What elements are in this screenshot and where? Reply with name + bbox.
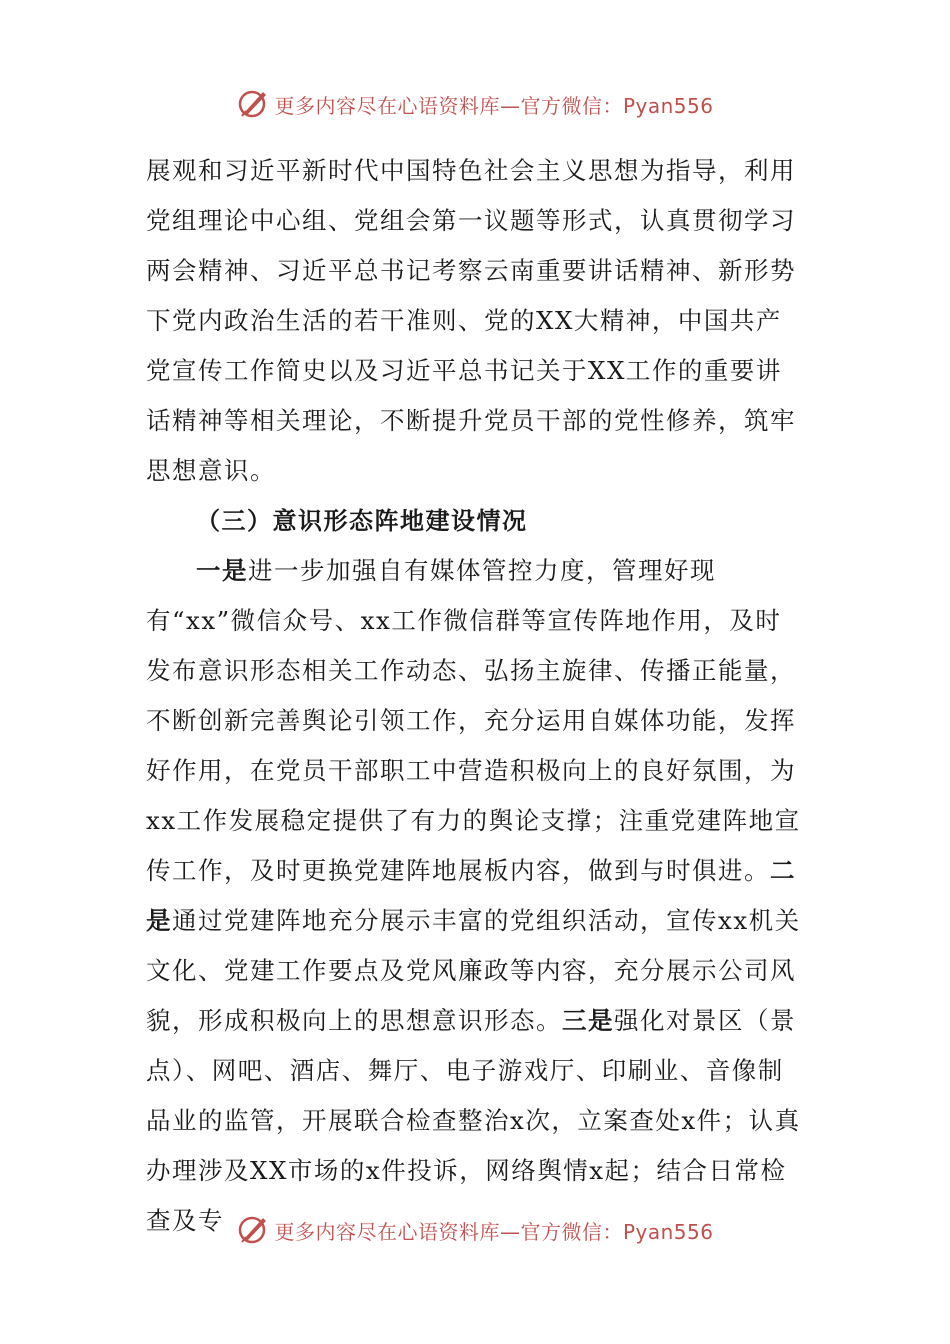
watermark-banner-bottom — [0, 1210, 950, 1250]
text-3: 强化对景区（景点）、网吧、酒店、舞厅、电子游戏厅、印刷业、音像制品业的监管，开展联合检查整治x次，立案查处x件；认真办理涉及XX市场的x件投诉，网络舆情x起；结合日常检查及专 — [146, 1006, 801, 1235]
quill-logo-icon — [236, 1213, 270, 1247]
watermark-banner-top — [0, 84, 950, 124]
document-body — [146, 146, 806, 1246]
text-2: 通过党建阵地充分展示丰富的党组织活动，宣传xx机关文化、党建工作要点及党风廉政等内容，充分展示公司风貌，形成积极向上的思想意识形态。 — [146, 906, 801, 1035]
paragraph-1: 展观和习近平新时代中国特色社会主义思想为指导，利用党组理论中心组、党组会第一议题等形式，认真贯彻学习两会精神、习近平总书记考察云南重要讲话精神、新形势下党内政治生活的若干准则、党的XX大精神，中国共产党宣传工作简史以及习近平总书记关于XX工作的重要讲话精神等相关理论，不断提升党员干部的党性修养，筑牢思想意识。 — [146, 156, 796, 485]
quill-logo-icon — [236, 87, 270, 121]
paragraph-2 — [146, 546, 806, 1246]
section-heading: （三）意识形态阵地建设情况 — [196, 507, 528, 535]
banner-text: 更多内容尽在心语资料库—官方微信：Pyan556 — [274, 93, 714, 118]
lead-1: 一是 — [196, 556, 248, 585]
banner-text: 更多内容尽在心语资料库—官方微信：Pyan556 — [274, 1219, 714, 1244]
lead-2: 二是 — [146, 856, 796, 935]
text-1: 进一步加强自有媒体管控力度，管理好现有“xx”微信众号、xx工作微信群等宣传阵地作用，及时发布意识形态相关工作动态、弘扬主旋律、传播正能量，不断创新完善舆论引领工作，充分运用自媒体功能，发挥好作用，在党员干部职工中营造积极向上的良好氛围，为xx工作发展稳定提供了有力的舆论支撑；注重党建阵地宣传工作，及时更换党建阵地展板内容，做到与时俱进。 — [146, 556, 801, 885]
lead-3: 三是 — [562, 1006, 614, 1035]
